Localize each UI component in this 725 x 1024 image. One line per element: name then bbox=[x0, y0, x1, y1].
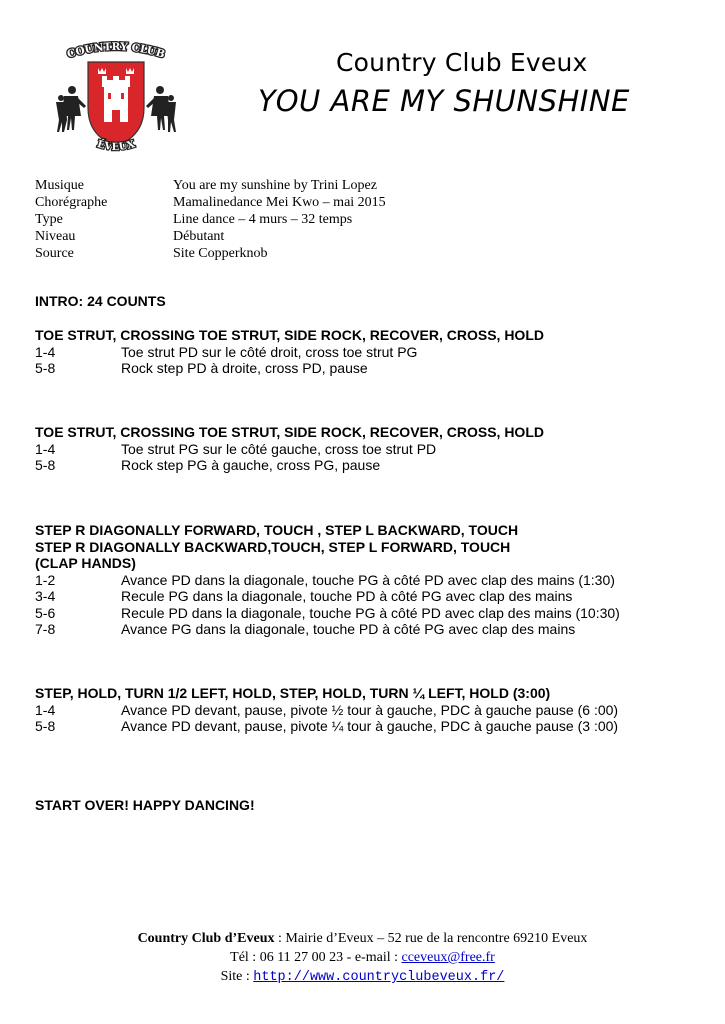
website-link[interactable]: http://www.countryclubeveux.fr/ bbox=[253, 970, 505, 985]
footer-contact-line bbox=[0, 948, 725, 967]
section-heading: STEP R DIAGONALLY BACKWARD,TOUCH, STEP L FORWARD, TOUCH bbox=[35, 538, 511, 555]
email-link[interactable]: cceveux@free.fr bbox=[401, 950, 495, 965]
step-row bbox=[35, 457, 544, 474]
step-text: Toe strut PD sur le côté droit, cross toe strut PG bbox=[121, 343, 418, 360]
footer-org: Country Club d’Eveux bbox=[137, 931, 275, 946]
step-row bbox=[35, 588, 620, 605]
step-count: 5-8 bbox=[35, 718, 56, 734]
step-count: 1-4 bbox=[35, 440, 56, 457]
info-row-choreographer bbox=[35, 194, 386, 211]
step-row bbox=[35, 718, 618, 735]
step-count: 7-8 bbox=[35, 621, 56, 637]
step-row bbox=[35, 605, 620, 622]
logo-top-text: COUNTRY CLUB bbox=[65, 40, 167, 61]
info-label: Musique bbox=[35, 178, 84, 193]
footer-site-line bbox=[0, 967, 725, 987]
step-row bbox=[35, 621, 620, 638]
step-count: 1-2 bbox=[35, 571, 56, 588]
info-value: You are my sunshine by Trini Lopez bbox=[173, 178, 377, 193]
info-row-source bbox=[35, 245, 386, 262]
footer bbox=[0, 929, 725, 987]
footer-address: : Mairie d’Eveux – 52 rue de la rencontre 69210 Eveux bbox=[274, 931, 588, 946]
step-count: 5-6 bbox=[35, 604, 56, 621]
info-value: Line dance – 4 murs – 32 temps bbox=[173, 212, 353, 227]
section-heading: TOE STRUT, CROSSING TOE STRUT, SIDE ROCK, RECOVER, CROSS, HOLD bbox=[35, 424, 544, 440]
step-text: Rock step PD à droite, cross PD, pause bbox=[121, 360, 368, 376]
section-heading: TOE STRUT, CROSSING TOE STRUT, SIDE ROCK, RECOVER, CROSS, HOLD bbox=[35, 327, 544, 343]
section-4 bbox=[35, 685, 618, 735]
step-count: 3-4 bbox=[35, 588, 56, 604]
step-row bbox=[35, 702, 618, 719]
info-label: Chorégraphe bbox=[35, 195, 108, 210]
step-count: 1-4 bbox=[35, 701, 56, 718]
step-text: Recule PG dans la diagonale, touche PD à côté PG avec clap des mains bbox=[121, 588, 573, 604]
info-label: Type bbox=[35, 212, 63, 227]
logo-bottom-text: ÉVEUX bbox=[95, 138, 137, 154]
info-row-type bbox=[35, 211, 386, 228]
step-text: Rock step PG à gauche, cross PG, pause bbox=[121, 457, 381, 473]
svg-text:COUNTRY CLUB bbox=[66, 41, 166, 61]
step-count: 1-4 bbox=[35, 343, 56, 360]
footer-site-label: Site : bbox=[220, 969, 254, 984]
footer-phone: Tél : 06 11 27 00 23 - e-mail : bbox=[230, 950, 402, 965]
section-2 bbox=[35, 424, 544, 474]
step-text: Recule PD dans la diagonale, touche PG à côté PD avec clap des mains (10:30) bbox=[121, 604, 620, 621]
info-row-level bbox=[35, 228, 386, 245]
step-text: Avance PG dans la diagonale, touche PD à côté PG avec clap des mains bbox=[121, 621, 576, 637]
step-text: Toe strut PG sur le côté gauche, cross toe strut PD bbox=[121, 440, 437, 457]
step-count: 5-8 bbox=[35, 360, 56, 376]
step-row bbox=[35, 441, 544, 458]
info-row-music bbox=[35, 177, 386, 194]
step-row bbox=[35, 572, 620, 589]
country-club-logo bbox=[50, 38, 182, 160]
club-title: Country Club Eveux bbox=[336, 48, 588, 77]
step-count: 5-8 bbox=[35, 457, 56, 473]
intro-heading: INTRO: 24 COUNTS bbox=[35, 293, 166, 309]
step-text: Avance PD devant, pause, pivote ½ tour à gauche, PDC à gauche pause (6 :00) bbox=[121, 701, 619, 718]
info-label: Source bbox=[35, 246, 74, 261]
info-value: Mamalinedance Mei Kwo – mai 2015 bbox=[173, 195, 386, 210]
step-row bbox=[35, 344, 544, 361]
info-value: Débutant bbox=[173, 229, 225, 244]
section-heading: STEP R DIAGONALLY FORWARD, TOUCH , STEP L BACKWARD, TOUCH bbox=[35, 522, 519, 538]
section-1 bbox=[35, 327, 544, 377]
dance-info bbox=[35, 177, 386, 262]
section-3 bbox=[35, 522, 620, 638]
dance-title: YOU ARE MY SHUNSHINE bbox=[258, 84, 630, 118]
outro-heading: START OVER! HAPPY DANCING! bbox=[35, 797, 255, 813]
section-heading: (CLAP HANDS) bbox=[35, 555, 136, 571]
section-heading: STEP, HOLD, TURN 1/2 LEFT, HOLD, STEP, HOLD, TURN ¼ LEFT, HOLD (3:00) bbox=[35, 685, 551, 701]
step-text: Avance PD devant, pause, pivote ¼ tour à gauche, PDC à gauche pause (3 :00) bbox=[121, 718, 619, 734]
step-text: Avance PD dans la diagonale, touche PG à côté PD avec clap des mains (1:30) bbox=[121, 571, 615, 588]
info-value: Site Copperknob bbox=[173, 246, 268, 261]
step-row bbox=[35, 360, 544, 377]
info-label: Niveau bbox=[35, 229, 76, 244]
footer-address-line bbox=[0, 929, 725, 948]
